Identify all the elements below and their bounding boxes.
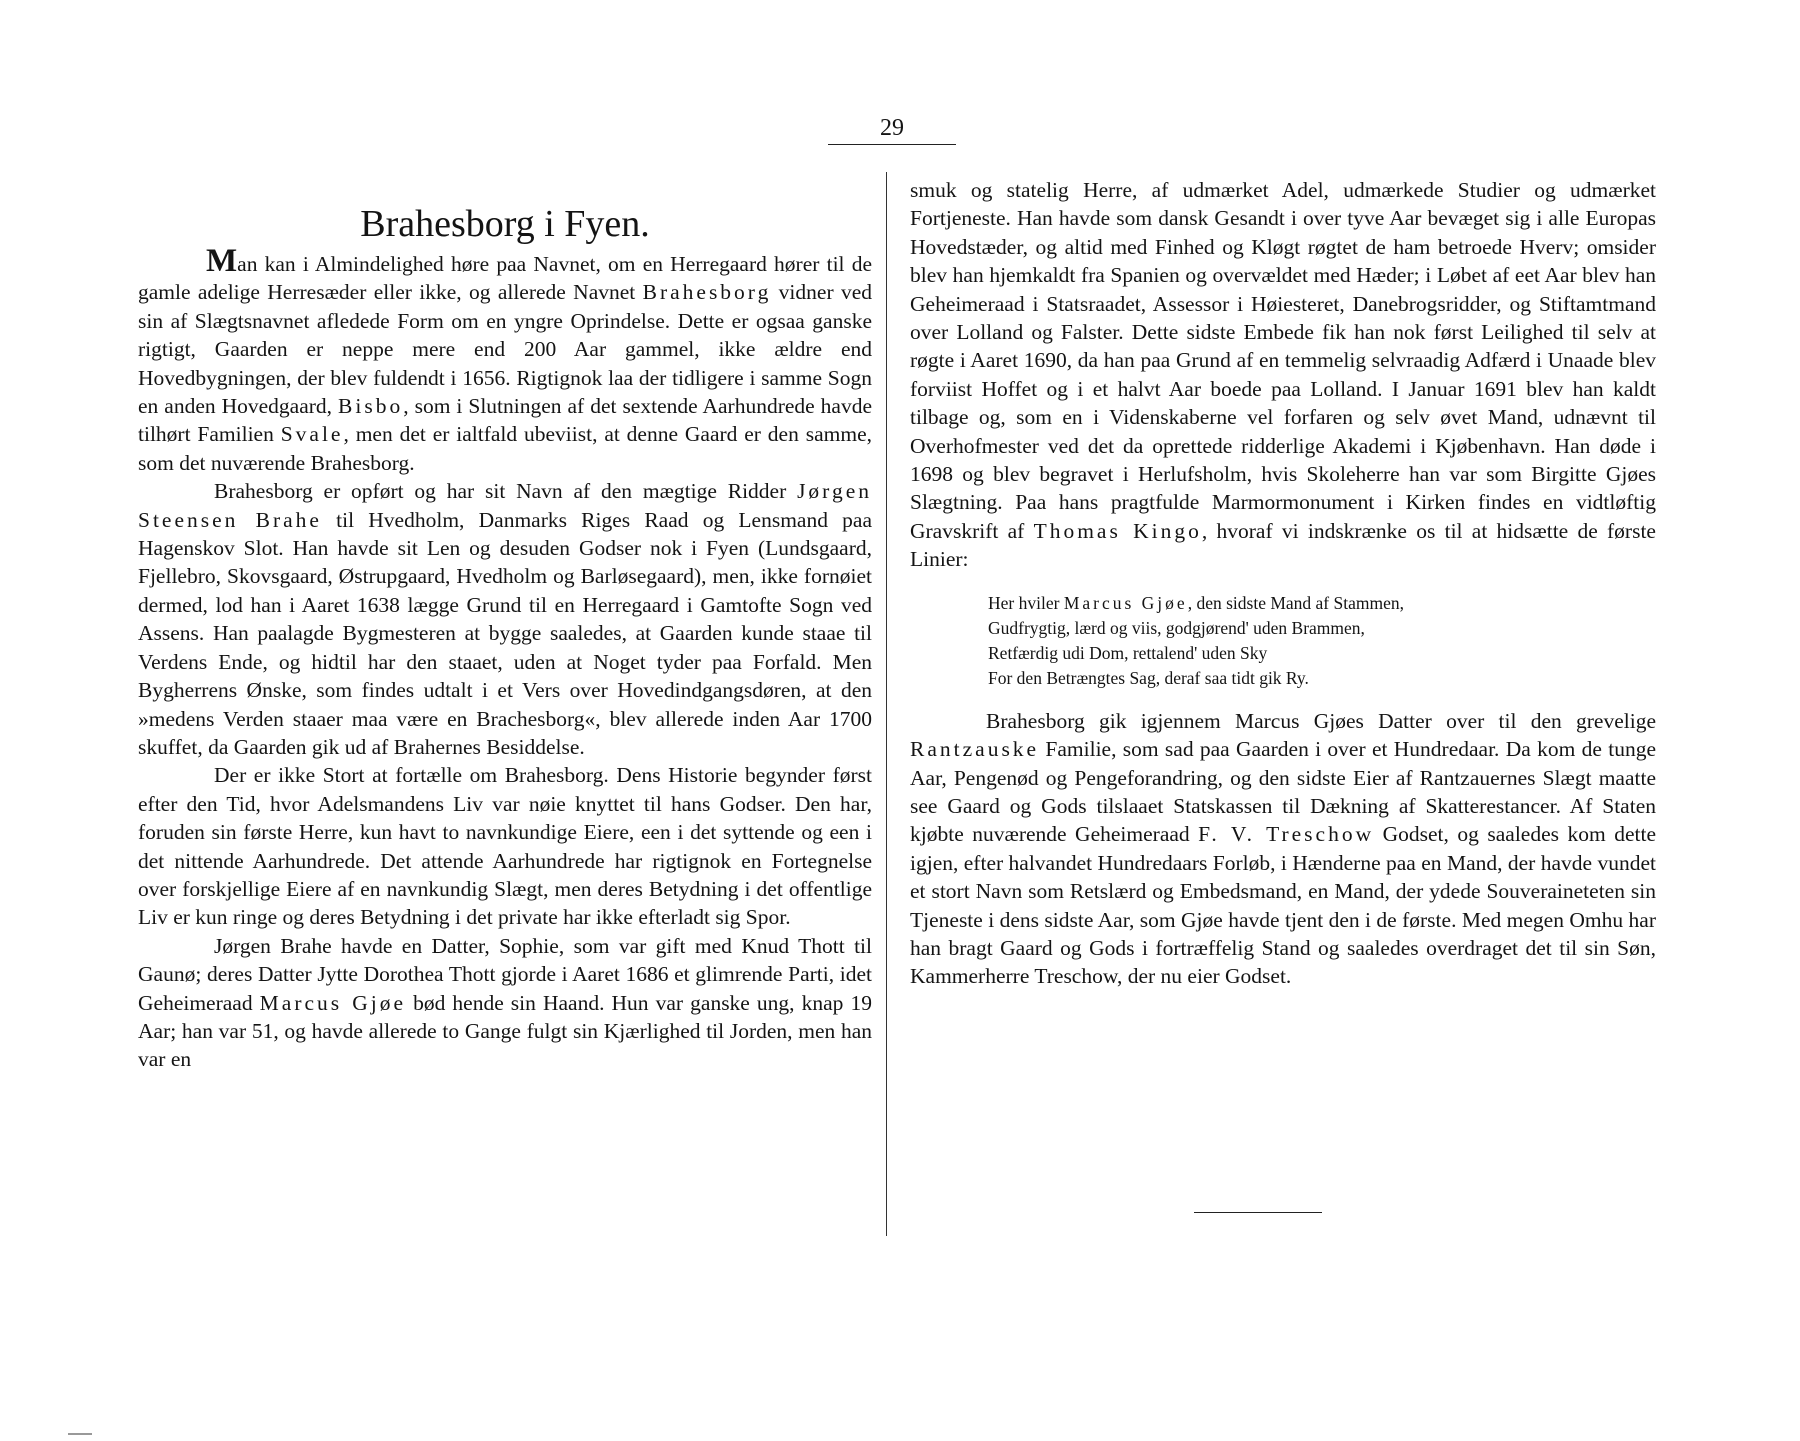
- left-column: [138, 202, 872, 1074]
- paragraph-3: [138, 761, 872, 931]
- poem-line-2: Gudfrygtig, lærd og viis, godgjørend' uden Brammen,: [988, 617, 1365, 638]
- paragraph-4: [138, 932, 872, 1074]
- epitaph-poem: [988, 591, 1656, 691]
- paragraph-5: [910, 176, 1656, 574]
- poem-line-3: Retfærdig udi Dom, rettalend' uden Sky: [988, 642, 1268, 663]
- paragraph-text: smuk og statelig Herre, af udmærket Adel, udmærkede Studier og udmærket Fortjeneste. Han havde som dansk Gesandt i over tyve Aar bevæget sig i alle Europas Hovedstæder, og altid med Finhed og Kløgt røgtet de ham betroede Hverv; omsider blev han hjemkaldt fra Spanien og overvældet med Hæder; i Løbet af eet Aar blev han Geheimeraad i Statsraadet, Assessor i Høiesteret, Danebrogsridder, og Stiftamtmand over Lolland og Falster. Dette sidste Embede fik han nok først Leilighed til selv at røgte i Aaret 1690, da han paa Grund af en temmelig selvraadig Adfærd i Unaade blev forviist Hoffet og i et halvt Aar boede paa Lolland. I Januar 1691 blev han kaldt tilbage og, som en i Videnskaberne vel forfaren og selv øvet Mand, udnævnt til Overhofmester ved det da oprettede ridderlige Akademi i Kjøbenhavn. Han døde i 1698 og blev begravet i Herlufsholm, hvis Skoleherre han var som Birgitte Gjøes Slægtning. Paa hans pragtfulde Marmormonument i Kirken findes en vidtløftig Gravskrift af: [910, 178, 1656, 543]
- paragraph-6: [910, 707, 1656, 991]
- poem-text: , den sidste Mand af Stammen,: [1187, 592, 1404, 613]
- page-number: 29: [828, 115, 956, 145]
- paragraph-text: Brahesborg er opført og har sit Navn af den mægtige Ridder: [214, 479, 798, 504]
- poem-line-1: [988, 591, 1656, 616]
- end-rule: [1194, 1212, 1322, 1213]
- spaced-name: Thomas Kingo: [1033, 518, 1202, 543]
- paragraph-1: [138, 243, 873, 477]
- spaced-name: Bisbo: [338, 394, 404, 419]
- paragraph-text: , hvoraf vi indskrænke os til at hidsætte de første Linier:: [910, 518, 1656, 572]
- poem-line-4: For den Betrængtes Sag, deraf saa tidt gik Ry.: [988, 667, 1309, 688]
- paragraph-text: Familie, som sad paa Gaarden i over et Hundredaar. Da kom de tunge Aar, Pengenød og Pengeforandring, og den sidste Eier af Rantzauernes Slægt maatte see Gaard og Gods tilslaaet Statskassen til Dækning af Skatterestancer. Af Staten kjøbte nuværende Geheimeraad: [910, 737, 1656, 847]
- right-column: [910, 176, 1656, 991]
- paragraph-text: Godset, og saaledes kom dette igjen, efter halvandet Hundredaars Forløb, i Hænderne paa en Mand, der havde vundet et stort Navn som Retslærd og Embedsmand, en Mand, der ydede Souveraineteten sin Tjeneste i dens sidste Aar, som Gjøe havde tjent den i de første. Med megen Omhu har han bragt Gaard og Gods i fortræffelig Stand og saaledes overdraget det til sin Søn, Kammerherre Treschow, der nu eier Godset.: [910, 822, 1657, 989]
- paragraph-text: Brahesborg gik igjennem Marcus Gjøes Datter over til den grevelige: [986, 708, 1656, 733]
- spaced-name: F. V. Treschow: [1198, 822, 1375, 847]
- paragraph-text: , men det er ialtfald ubeviist, at denne Gaard er den samme, som det nuværende Brahesborg.: [138, 422, 872, 475]
- spaced-name: Rantzauske: [910, 737, 1040, 762]
- paragraph-text: bød hende sin Haand. Hun var ganske ung, knap 19 Aar; han var 51, og havde allerede to Gange fulgt sin Kjærlighed til Jorden, men han var en: [138, 990, 872, 1072]
- paragraph-text: vidner ved sin af Slægtsnavnet afledede Form om en yngre Oprindelse. Dette er ogsaa ganske rigtigt, Gaarden er neppe mere end 200 Aar gammel, ikke ældre end Hovedbygningen, der blev fuldendt i 1656. Rigtignok laa der tidligere i samme Sogn en anden Hovedgaard,: [138, 280, 872, 419]
- spaced-name: Brahesborg: [642, 280, 772, 305]
- spaced-name: Jørgen Steensen Brahe: [138, 479, 872, 532]
- paragraph-text: , som i Slutningen af det sextende Aarhundrede havde tilhørt Familien: [138, 394, 873, 447]
- spaced-name: Svale: [280, 422, 344, 447]
- drop-cap: M: [206, 243, 238, 279]
- paragraph-2: [138, 477, 872, 761]
- paragraph-text: Der er ikke Stort at fortælle om Brahesborg. Dens Historie begynder først efter den Tid, hvor Adelsmandens Liv var nøie knyttet til hans Godser. Den har, foruden sin første Herre, kun havt to navnkundige Eiere, een i det syttende og een i det nittende Aarhundrede. Det attende Aarhundrede har rigtignok en Fortegnelse over forskjellige Eiere af en navnkundig Slægt, men deres Betydning i det offentlige Liv er kun ringe og deres Betydning i det private har ikke efterladt sig Spor.: [138, 763, 872, 930]
- chapter-title: Brahesborg i Fyen.: [360, 203, 650, 245]
- paragraph-text: Jørgen Brahe havde en Datter, Sophie, som var gift med Knud Thott til Gaunø; deres Datter Jytte Dorothea Thott gjorde i Aaret 1686 et glimrende Parti, idet Geheimeraad: [138, 933, 872, 1015]
- paragraph-text: til Hvedholm, Danmarks Riges Raad og Lensmand paa Hagenskov Slot. Han havde sit Len og desuden Godser nok i Fyen (Lundsgaard, Fjellebro, Skovsgaard, Østrupgaard, Hvedholm og Barløsegaard), men, ikke fornøiet dermed, lod han i Aaret 1638 lægge Grund til en Herregaard i Gamtofte Sogn ved Assens. Han paalagde Bygmesteren at bygge saaledes, at Gaarden kunde staae til Verdens Ende, og hidtil har den staaet, uden at Noget tyder paa Forfald. Men Bygherrens Ønske, som findes udtalt i et Vers over Hovedindgangsdøren, at den »medens Verden staaer maa være en Brachesborg«, blev allerede inden Aar 1700 skuffet, da Gaarden gik ud af Brahernes Besiddelse.: [138, 507, 873, 759]
- paragraph-text: an kan i Almindelighed høre paa Navnet, om en Herregaard hører til de gamle adelige Herresæder eller ikke, og allerede Navnet: [138, 252, 872, 305]
- spaced-name: Marcus Gjøe: [1063, 592, 1188, 613]
- scan-mark: [68, 1433, 92, 1435]
- poem-text: Her hviler: [988, 592, 1064, 613]
- spaced-name: Marcus Gjøe: [259, 990, 407, 1015]
- column-divider: [886, 172, 887, 1236]
